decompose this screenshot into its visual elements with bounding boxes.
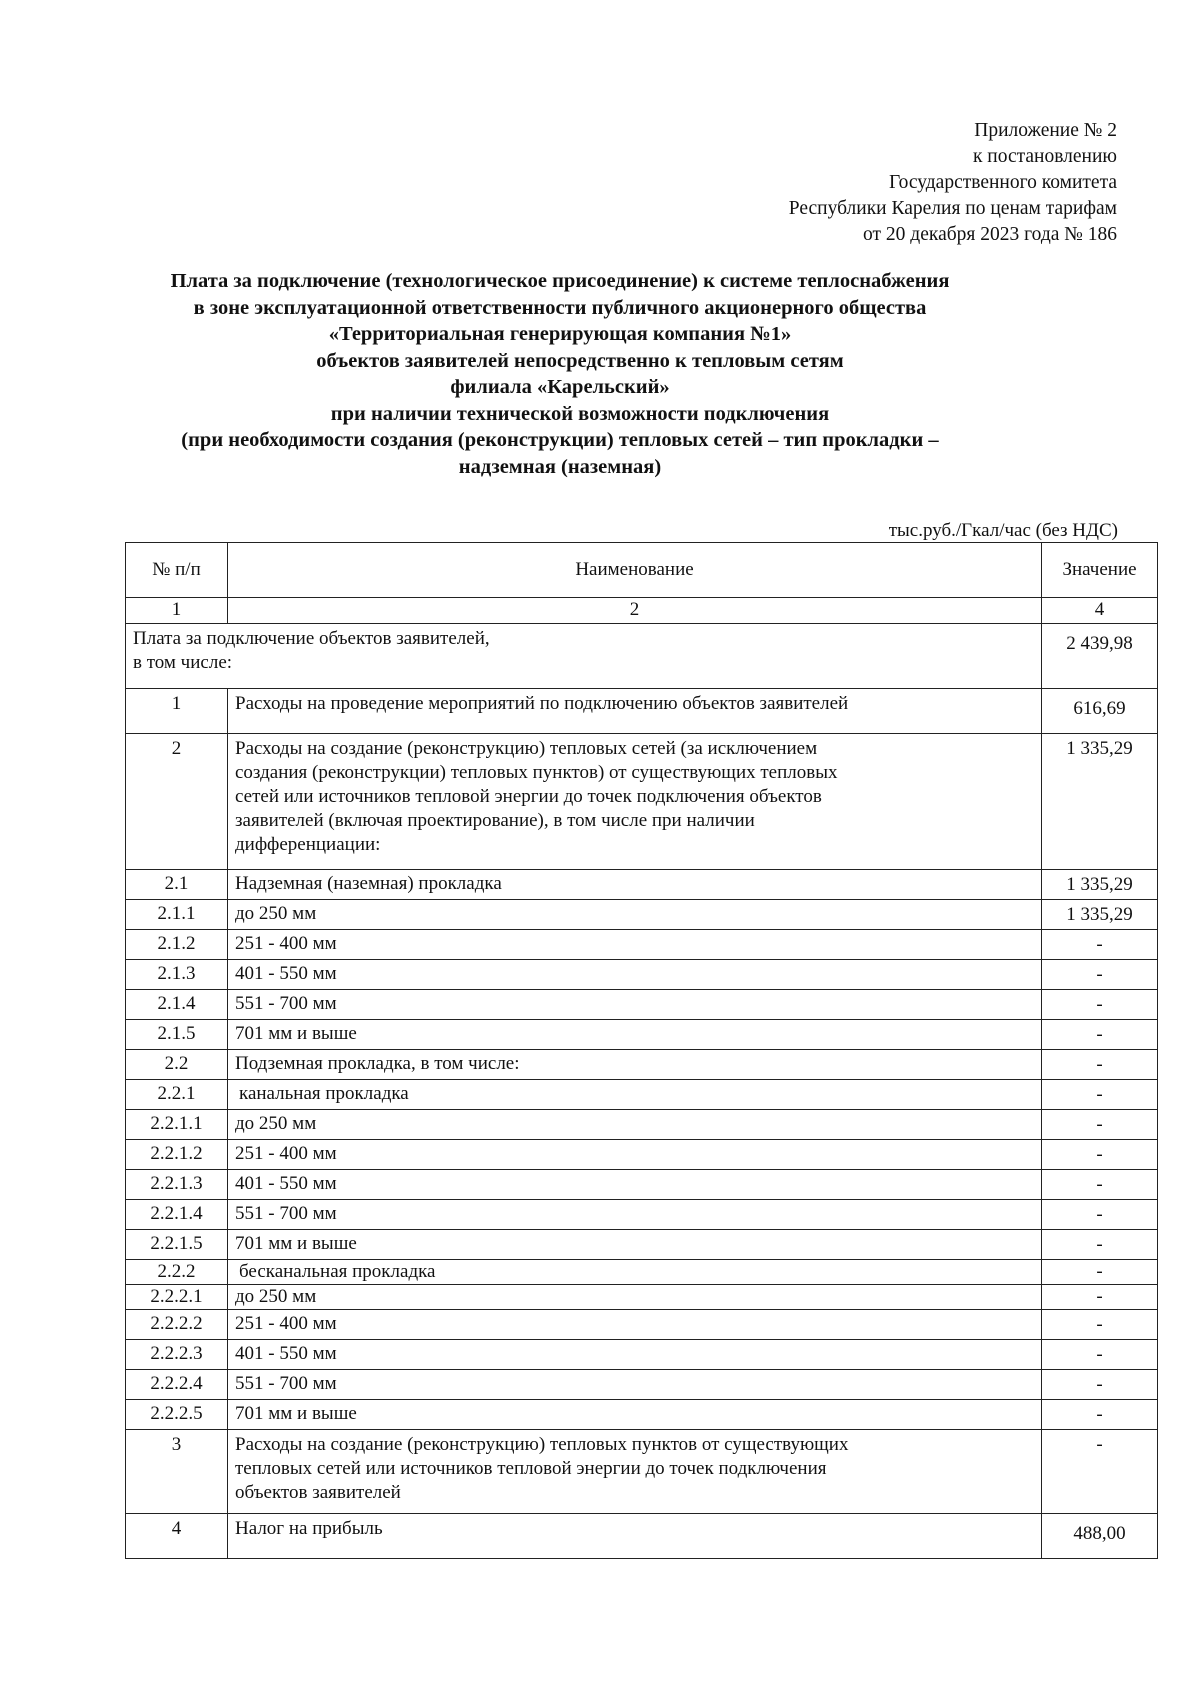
row-num: 2.1.3 [126, 960, 228, 990]
table-row [126, 734, 1158, 870]
row-name: Расходы на проведение мероприятий по подключению объектов заявителей [228, 689, 1042, 734]
row-value: 1 335,29 [1042, 734, 1158, 870]
table-row [126, 1020, 1158, 1050]
row-name: Надземная (наземная) прокладка [228, 870, 1042, 900]
appendix-line: к постановлению [972, 146, 1117, 167]
row-num: 2.2.1.2 [126, 1140, 228, 1170]
table-row [126, 1170, 1158, 1200]
table-row [126, 870, 1158, 900]
row-num: 2 [126, 734, 228, 870]
row-value: - [1042, 1170, 1158, 1200]
row-value: 1 335,29 [1042, 900, 1158, 930]
row-value: - [1042, 960, 1158, 990]
row-num: 2.1.1 [126, 900, 228, 930]
row-value: 1 335,29 [1042, 870, 1158, 900]
total-label-line: в том числе: [133, 652, 233, 673]
table-row [126, 1430, 1158, 1514]
header-name: Наименование [228, 543, 1042, 598]
title-line: при наличии технической возможности подключения [330, 402, 830, 425]
table-row [126, 1400, 1158, 1430]
row-num: 3 [126, 1430, 228, 1514]
column-index-row [126, 598, 1158, 624]
appendix-header [789, 118, 1117, 248]
row-name: 551 - 700 мм [228, 1370, 1042, 1400]
row-name-line: объектов заявителей [235, 1482, 401, 1503]
title-line: Плата за подключение (технологическое присоединение) к системе теплоснабжения [170, 270, 950, 292]
title-line: «Территориальная генерирующая компания №1» [328, 323, 792, 345]
row-name-line: создания (реконструкции) тепловых пунктов) от существующих тепловых [235, 762, 838, 783]
row-name: 251 - 400 мм [228, 1310, 1042, 1340]
row-value: 488,00 [1042, 1514, 1158, 1559]
row-name-line: дифференциации: [235, 834, 381, 855]
table-row [126, 1260, 1158, 1285]
row-name: 701 мм и выше [228, 1020, 1042, 1050]
table-row [126, 990, 1158, 1020]
row-value: - [1042, 1400, 1158, 1430]
row-name-line: тепловых сетей или источников тепловой энергии до точек подключения [235, 1458, 827, 1479]
row-num: 2.1 [126, 870, 228, 900]
appendix-line: Приложение № 2 [974, 120, 1117, 141]
row-name-text: бесканальная прокладка [239, 1261, 436, 1282]
row-num: 2.2.1.1 [126, 1110, 228, 1140]
total-label [126, 624, 1042, 689]
row-value: - [1042, 1430, 1158, 1514]
header-num: № п/п [126, 543, 228, 598]
row-num: 4 [126, 1514, 228, 1559]
row-num: 2.1.2 [126, 930, 228, 960]
table-row [126, 1200, 1158, 1230]
title-line: надземная (наземная) [458, 455, 662, 478]
row-num: 2.2.2.2 [126, 1310, 228, 1340]
table-row [126, 1110, 1158, 1140]
row-name [228, 734, 1042, 870]
row-value: - [1042, 1310, 1158, 1340]
row-num: 2.2.2.5 [126, 1400, 228, 1430]
title-line: (при необходимости создания (реконструкции) тепловых сетей – тип прокладки – [181, 429, 939, 451]
row-value: - [1042, 930, 1158, 960]
table-row [126, 1140, 1158, 1170]
row-name: 701 мм и выше [228, 1400, 1042, 1430]
row-num: 2.2.1 [126, 1080, 228, 1110]
row-name-line: заявителей (включая проектирование), в том числе при наличии [235, 810, 755, 831]
row-value: - [1042, 1230, 1158, 1260]
table-row [126, 1514, 1158, 1559]
row-name-line: сетей или источников тепловой энергии до точек подключения объектов [235, 786, 822, 807]
row-num: 2.1.5 [126, 1020, 228, 1050]
row-name: 251 - 400 мм [228, 1140, 1042, 1170]
row-value: - [1042, 1110, 1158, 1140]
row-name: 401 - 550 мм [228, 960, 1042, 990]
appendix-line: от 20 декабря 2023 года № 186 [863, 224, 1117, 245]
table-row [126, 900, 1158, 930]
row-value: - [1042, 1020, 1158, 1050]
document-title [60, 268, 1060, 480]
table-row [126, 1285, 1158, 1310]
tariff-table [125, 542, 1158, 1559]
row-value: 616,69 [1042, 689, 1158, 734]
row-name-text: канальная прокладка [239, 1083, 409, 1104]
table-row [126, 1080, 1158, 1110]
header-value: Значение [1042, 543, 1158, 598]
row-name: Налог на прибыль [228, 1514, 1042, 1559]
row-num: 1 [126, 689, 228, 734]
row-name: 401 - 550 мм [228, 1340, 1042, 1370]
units-label: тыс.руб./Гкал/час (без НДС) [888, 520, 1118, 541]
table-row [126, 930, 1158, 960]
row-num: 2.2.2.3 [126, 1340, 228, 1370]
row-name: 401 - 550 мм [228, 1170, 1042, 1200]
row-name: до 250 мм [228, 1285, 1042, 1310]
index-num: 1 [126, 598, 228, 624]
row-value: - [1042, 1140, 1158, 1170]
row-value: - [1042, 1260, 1158, 1285]
index-value: 4 [1042, 598, 1158, 624]
table-row [126, 1230, 1158, 1260]
row-name: до 250 мм [228, 1110, 1042, 1140]
row-name [228, 1080, 1042, 1110]
row-value: - [1042, 1080, 1158, 1110]
row-value: - [1042, 1050, 1158, 1080]
total-label-line: Плата за подключение объектов заявителей, [133, 628, 490, 649]
row-name [228, 1430, 1042, 1514]
appendix-line: Государственного комитета [889, 172, 1117, 193]
table-header-row [126, 543, 1158, 598]
row-num: 2.2.1.5 [126, 1230, 228, 1260]
total-row [126, 624, 1158, 689]
title-line: филиала «Карельский» [450, 376, 670, 398]
row-name: 251 - 400 мм [228, 930, 1042, 960]
row-value: - [1042, 1340, 1158, 1370]
table-row [126, 960, 1158, 990]
row-name: 701 мм и выше [228, 1230, 1042, 1260]
row-value: - [1042, 990, 1158, 1020]
row-num: 2.2.1.3 [126, 1170, 228, 1200]
row-num: 2.2.2 [126, 1260, 228, 1285]
table-row [126, 689, 1158, 734]
table-row [126, 1340, 1158, 1370]
title-line: в зоне эксплуатационной ответственности публичного акционерного общества [193, 296, 927, 319]
table-row [126, 1370, 1158, 1400]
row-name-line: Расходы на создание (реконструкцию) тепловых сетей (за исключением [235, 738, 818, 759]
row-name: 551 - 700 мм [228, 1200, 1042, 1230]
title-line: объектов заявителей непосредственно к тепловым сетям [316, 349, 844, 372]
table-row [126, 1050, 1158, 1080]
row-name: 551 - 700 мм [228, 990, 1042, 1020]
row-num: 2.2.2.1 [126, 1285, 228, 1310]
appendix-line: Республики Карелия по ценам тарифам [788, 198, 1117, 219]
row-num: 2.2.1.4 [126, 1200, 228, 1230]
row-value: - [1042, 1370, 1158, 1400]
row-name [228, 1260, 1042, 1285]
row-value: - [1042, 1200, 1158, 1230]
row-value: - [1042, 1285, 1158, 1310]
row-num: 2.2 [126, 1050, 228, 1080]
table-row [126, 1310, 1158, 1340]
row-num: 2.2.2.4 [126, 1370, 228, 1400]
index-name: 2 [228, 598, 1042, 624]
row-name: Подземная прокладка, в том числе: [228, 1050, 1042, 1080]
row-name-line: Расходы на создание (реконструкцию) тепловых пунктов от существующих [235, 1434, 849, 1455]
total-value: 2 439,98 [1042, 624, 1158, 689]
row-name: до 250 мм [228, 900, 1042, 930]
row-num: 2.1.4 [126, 990, 228, 1020]
